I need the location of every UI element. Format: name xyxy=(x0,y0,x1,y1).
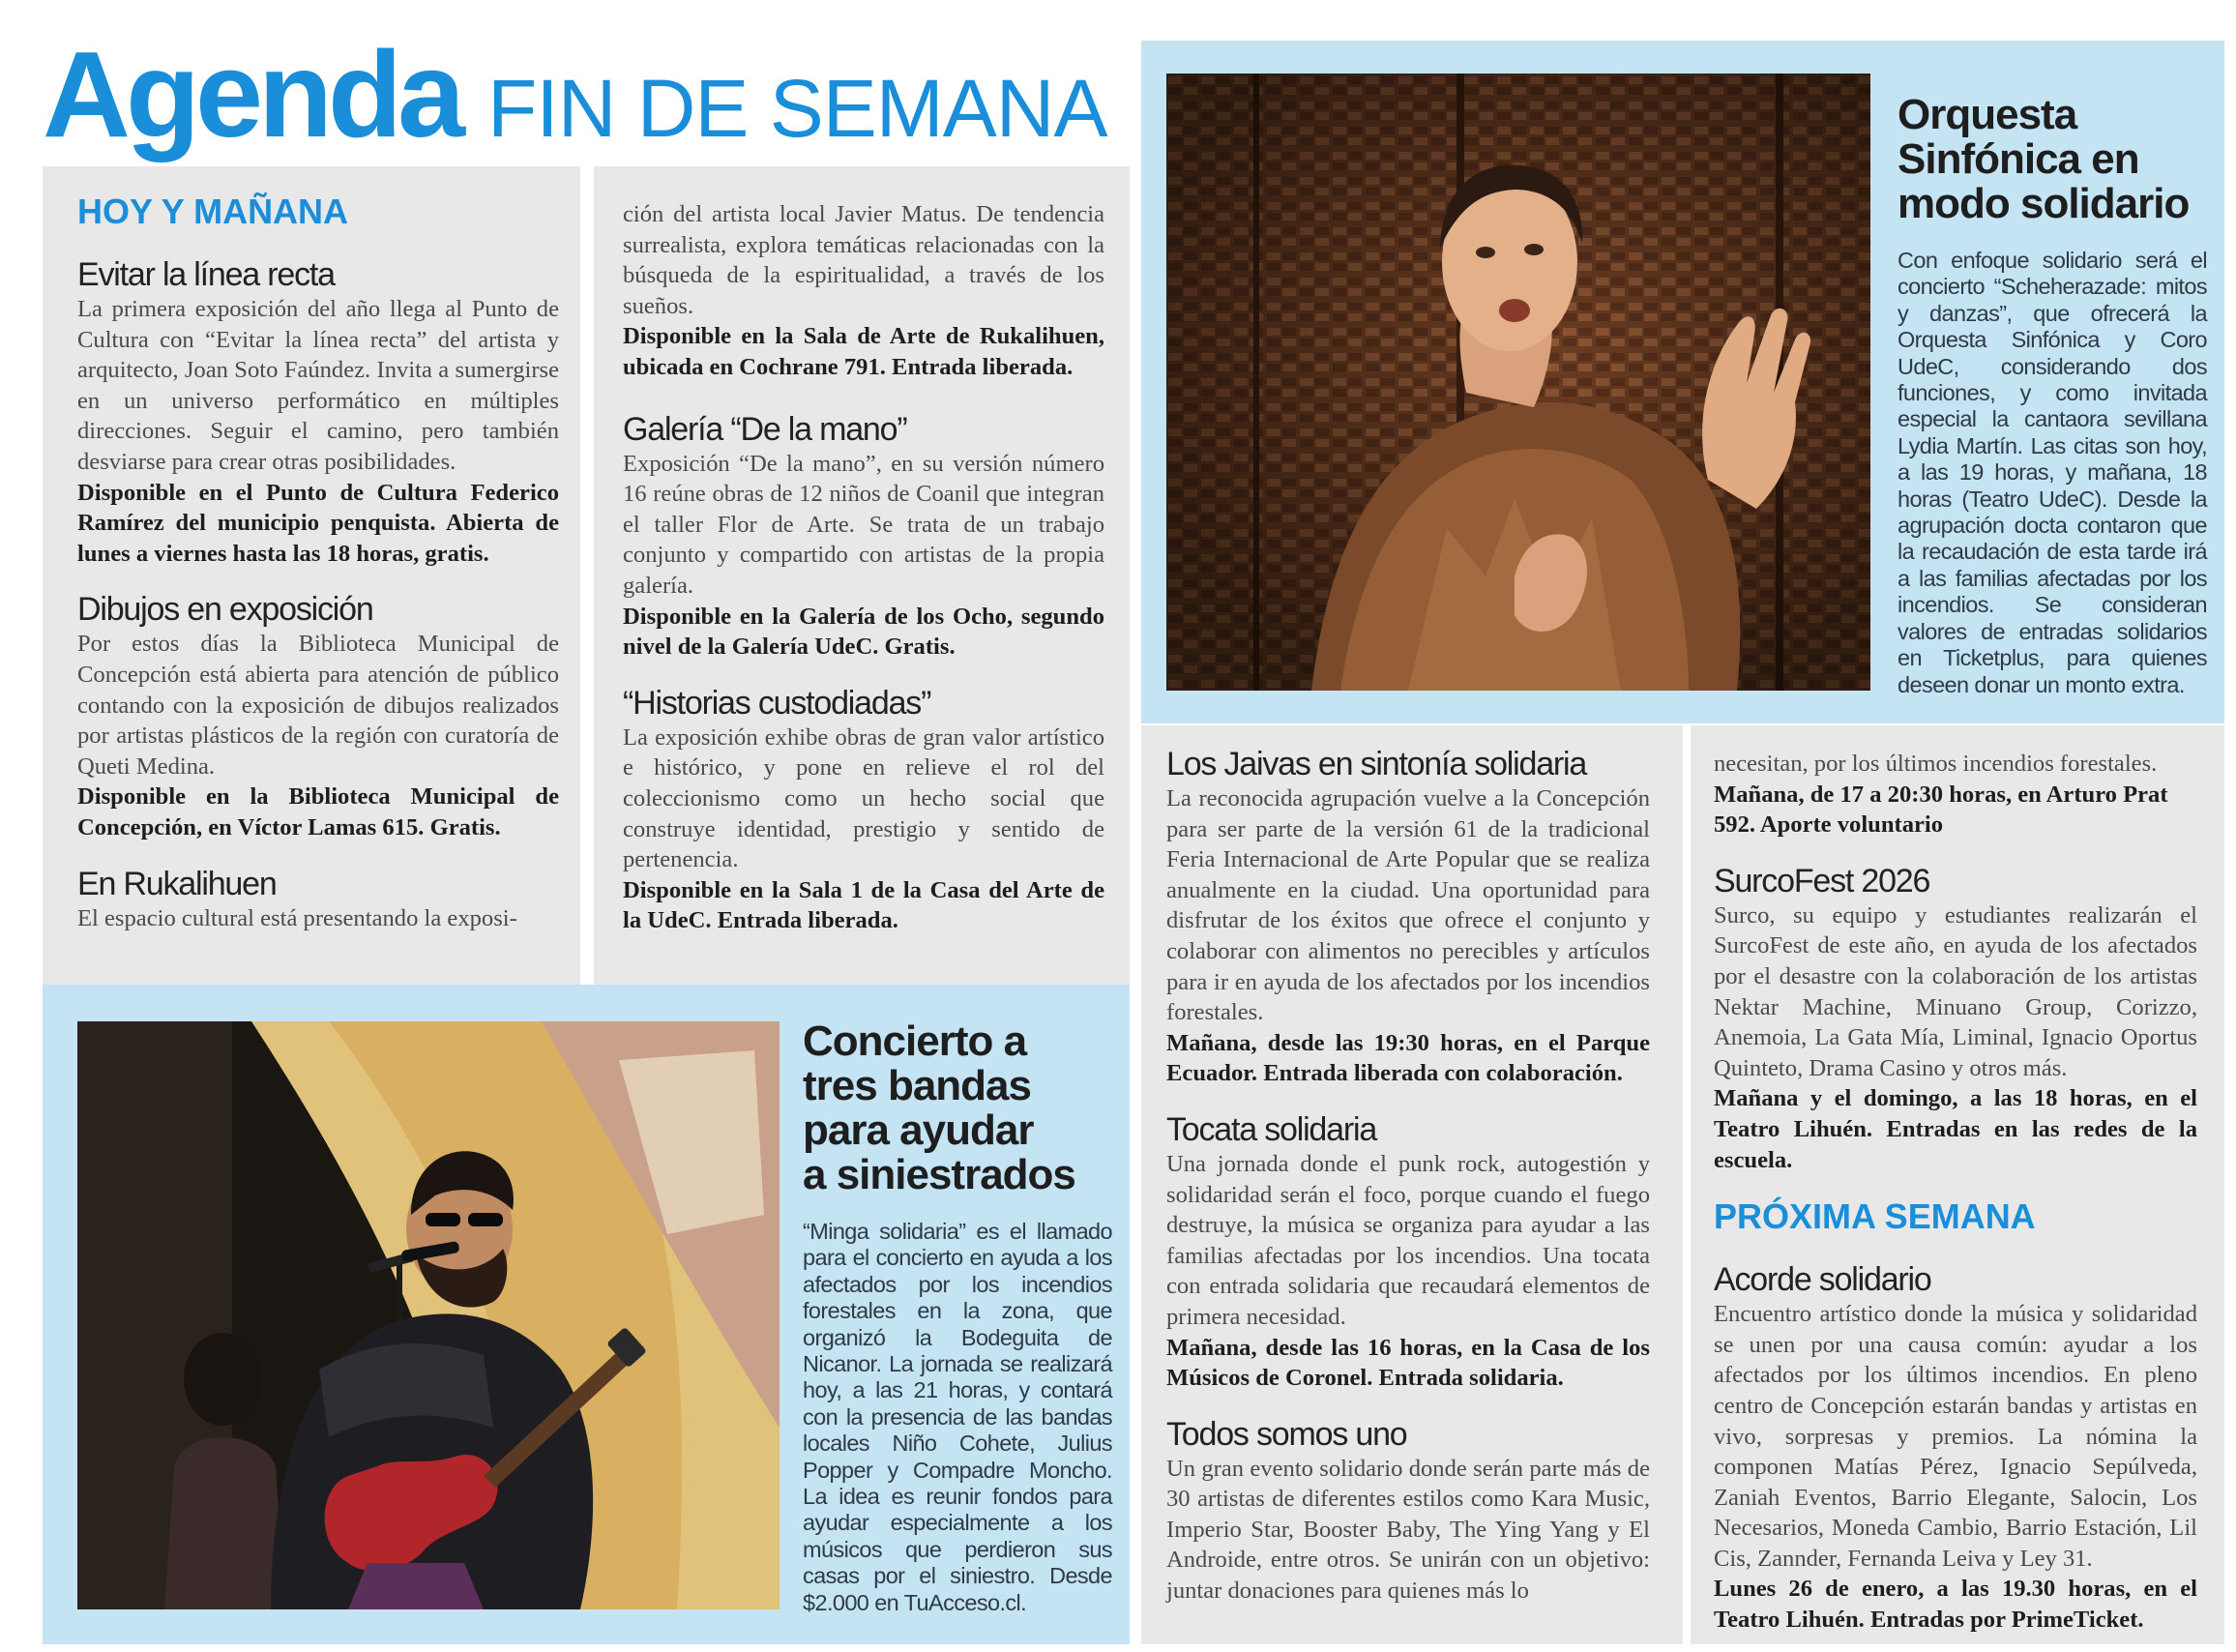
orquesta-text xyxy=(1898,93,2207,698)
event-body: El espacio cultural está presentando la exposi- xyxy=(77,904,517,931)
event-info: Disponible en la Biblioteca Municipal de Concepción, en Víctor Lamas 615. Gratis. xyxy=(77,783,559,841)
event-info: Disponible en la Galería de los Ocho, segundo nivel de la Galería UdeC. Gratis. xyxy=(623,603,1104,661)
guitarist-illustration xyxy=(77,1021,780,1609)
event-title: Dibujos en exposición xyxy=(77,591,373,629)
concierto-body: “Minga solidaria” es el llamado para el concierto en ayuda a los afectados por los incendios forestales en la zona, que organizó la Bodeguita de Nicanor. La jornada se realizará hoy, a las 21 horas, y contará con la presencia de las bandas locales Niño Cohete, Julius Popper y Compadre Moncho. La idea es reunir fondos para ayudar especialmente a los músicos que perdieron sus casas por el siniestro. Desde $2.000 en TuAcceso.cl. xyxy=(803,1219,1112,1615)
event-body: ción del artista local Javier Matus. De tendencia surrealista, explora temáticas relacionadas con la búsqueda de la espiritualidad, a través de los sueños. xyxy=(623,201,1104,319)
event-body: necesitan, por los últimos incendios forestales. xyxy=(1714,751,2158,777)
title-line: para ayudar xyxy=(803,1106,1034,1154)
event-jaivas xyxy=(1166,745,1650,1089)
masthead-title: Agenda xyxy=(43,26,461,162)
event-info: Mañana y el domingo, a las 18 horas, en el Teatro Lihuén. Entradas en las redes de la escuela. xyxy=(1714,1085,2197,1173)
middle-column xyxy=(623,199,1104,936)
event-body: Un gran evento solidario donde serán parte más de 30 artistas de diferentes estilos como Kara Music, Imperio Star, Booster Baby, The Ying Yang y El Androide, entre otros. Se unirán con un objetivo: juntar donaciones para quienes más lo xyxy=(1166,1455,1650,1605)
singer-illustration xyxy=(1166,74,1870,691)
event-acorde xyxy=(1714,1260,2197,1636)
event-info: Disponible en la Sala 1 de la Casa del Arte de la UdeC. Entrada liberada. xyxy=(623,876,1104,934)
event-dibujos xyxy=(77,590,559,842)
event-body: Surco, su equipo y estudiantes realizarán el SurcoFest de este año, en ayuda de los afectados por el desastre con la colaboración de los artistas Nektar Machine, Minuano Group, Corizzo, Anemoia, La Gata Mía, Liminal, Ignacio Oportus Quinteto, Drama Casino y otros más. xyxy=(1714,901,2197,1081)
title-line: Orquesta xyxy=(1898,91,2077,138)
event-title: Acorde solidario xyxy=(1714,1261,1931,1299)
concierto-text xyxy=(803,1019,1112,1616)
event-body: La primera exposición del año llega al Punto de Cultura con “Evitar la línea recta” del artista y arquitecto, Joan Soto Faúndez. Invita a sumergirse en un universo performático en múltiples direcciones. Seguir el camino, pero también desviarse para crear otras posibilidades. xyxy=(77,296,559,475)
event-historias xyxy=(623,684,1104,936)
section-label-proxima: PRÓXIMA SEMANA xyxy=(1714,1196,2036,1237)
event-info: Mañana, desde las 16 horas, en la Casa de los Músicos de Coronel. Entrada solidaria. xyxy=(1166,1334,1650,1392)
event-title: SurcoFest 2026 xyxy=(1714,862,1930,900)
event-evitar xyxy=(77,255,559,569)
event-info: Lunes 26 de enero, a las 19.30 horas, en el Teatro Lihuén. Entradas por PrimeTicket. xyxy=(1714,1576,2197,1634)
concierto-title xyxy=(803,1019,1112,1197)
event-body: Encuentro artístico donde la música y solidaridad se unen por una causa común: ayudar a los afectados por los últimos incendios. En pleno centro de Concepción estarán bandas y artistas en vivo, sorpresas y premios. La nómina la componen Matías Pérez, Ignacio Sepúlveda, Zaniah Eventos, Barrio Elegante, Salocin, Los Necesarios, Moneda Cambio, Barrio Estación, Lil Cis, Zannder, Fernanda Leiva y Ley 31. xyxy=(1714,1301,2197,1572)
event-rukalihuen-cont xyxy=(623,199,1104,383)
event-title: “Historias custodiadas” xyxy=(623,684,931,722)
event-info: Mañana, desde las 19:30 horas, en el Parque Ecuador. Entrada liberada con colaboración. xyxy=(1166,1029,1650,1087)
event-title: Todos somos uno xyxy=(1166,1415,1407,1453)
title-line: Concierto a xyxy=(803,1018,1027,1065)
orquesta-body: Con enfoque solidario será el concierto “Scheherazade: mitos y danzas”, que ofrecerá la Orquesta Sinfónica y Coro UdeC, considerando dos funciones, y como invitada especial la cantaora sevillana Lydia Martín. Las citas son hoy, a las 19 horas, y mañana, 18 horas (Teatro UdeC). Desde la agrupación docta contaron que la recaudación de esta tarde irá a las familias afectadas por los incendios. Se consideran valores de entradas solidarios en Ticketplus, para quienes deseen donar un monto extra. xyxy=(1898,248,2207,697)
event-de-la-mano xyxy=(623,410,1104,663)
event-surcofest xyxy=(1714,862,2197,1175)
event-rukalihuen xyxy=(77,865,559,934)
event-body: La reconocida agrupación vuelve a la Concepción para ser parte de la versión 61 de la tradicional Feria Internacional de Arte Popular que se realiza anualmente en la ciudad. Una oportunidad para disfrutar de los éxitos que ofrece el conjunto y colaborar con alimentos no perecibles y artículos para ir en ayuda de los afectados por los incendios forestales. xyxy=(1166,785,1650,1026)
event-todos-somos-uno-cont xyxy=(1714,749,2197,841)
event-info: Disponible en la Sala de Arte de Rukalihuen, ubicada en Cochrane 791. Entrada liberada. xyxy=(623,323,1104,380)
event-tocata xyxy=(1166,1110,1650,1394)
guitarist-photo xyxy=(77,1021,780,1609)
title-line: a siniestrados xyxy=(803,1151,1075,1198)
right-bottom-column xyxy=(1714,749,2197,1636)
event-todos-somos-uno xyxy=(1166,1415,1650,1607)
event-info: Disponible en el Punto de Cultura Federico Ramírez del municipio penquista. Abierta de lunes a viernes hasta las 18 horas, gratis. xyxy=(77,479,559,567)
masthead xyxy=(43,27,1106,162)
event-info: Mañana, de 17 a 20:30 horas, en Arturo Prat 592. Aporte voluntario xyxy=(1714,781,2168,839)
event-body: Una jornada donde el punk rock, autogestión y solidaridad serán el foco, porque cuando el fuego destruye, la música se organiza para ayudar a las familias afectadas por los incendios. Una tocata con entrada solidaria que recaudará elementos de primera necesidad. xyxy=(1166,1150,1650,1330)
event-body: La exposición exhibe obras de gran valor artístico e histórico, y pone en relieve el rol del coleccionismo como un hecho social que construye identidad, prestigio y sentido de pertenencia. xyxy=(623,723,1104,873)
title-line: tres bandas xyxy=(803,1062,1031,1109)
event-title: Tocata solidaria xyxy=(1166,1110,1377,1148)
orquesta-title xyxy=(1898,93,2207,226)
event-title: Galería “De la mano” xyxy=(623,410,907,448)
title-line: Sinfónica en xyxy=(1898,135,2139,183)
section-label-hoy: HOY Y MAÑANA xyxy=(77,192,349,231)
event-title: En Rukalihuen xyxy=(77,865,277,902)
event-title: Los Jaivas en sintonía solidaria xyxy=(1166,746,1587,782)
singer-photo xyxy=(1166,74,1870,691)
center-bottom-column xyxy=(1166,735,1650,1607)
event-body: Exposición “De la mano”, en su versión número 16 reúne obras de 12 niños de Coanil que integran el taller Flor de Arte. Se trata de un trabajo conjunto y compartido con artistas de la propia galería. xyxy=(623,450,1104,599)
event-title: Evitar la línea recta xyxy=(77,256,335,293)
left-column xyxy=(77,192,559,933)
masthead-subtitle: FIN DE SEMANA xyxy=(487,63,1107,154)
title-line: modo solidario xyxy=(1898,180,2190,227)
event-body: Por estos días la Biblioteca Municipal de Concepción está abierta para atención de público contando con la exposición de dibujos realizados por artistas plásticos de la región con curatoría de Queti Medina. xyxy=(77,631,559,780)
